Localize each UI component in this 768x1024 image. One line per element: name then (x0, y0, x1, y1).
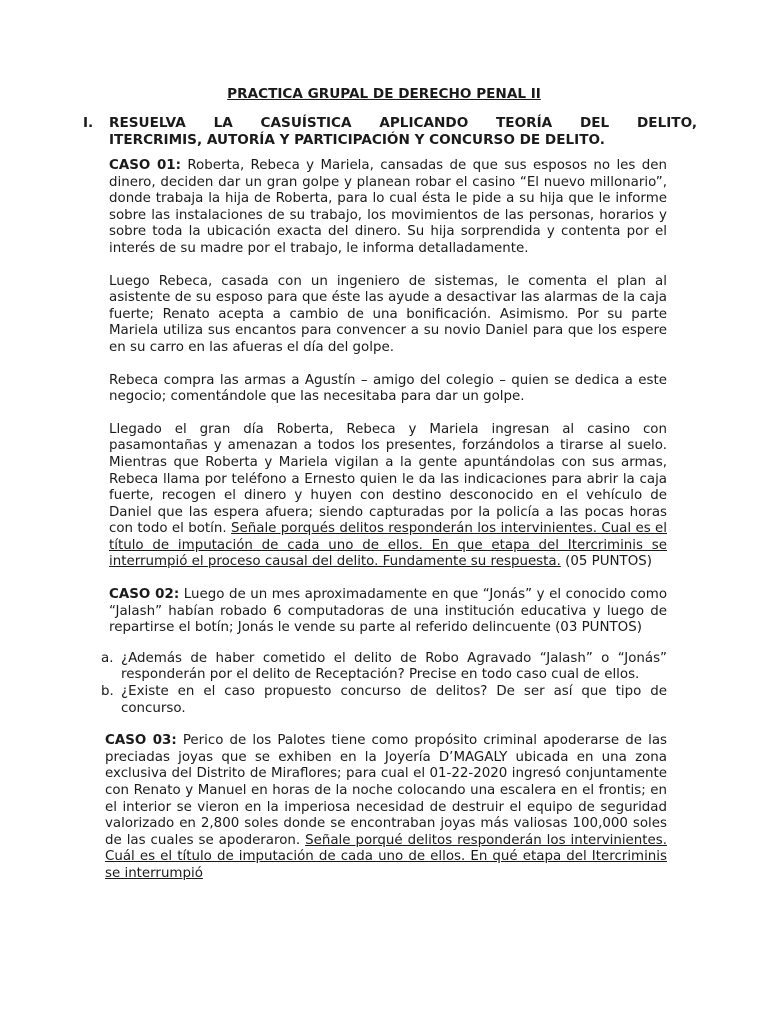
caso1-paragraph-4 (109, 422, 667, 571)
list-item (101, 684, 667, 717)
caso2-text-1: Luego de un mes aproximadamente en que “Jonás” y el conocido como “Jalash” habían robado 6 computadoras de una institución educativa y luego de repartirse el botín; Jonás le vende su parte al referido delincuente (03 PUNTOS) (109, 587, 668, 636)
caso1-text-1: Roberta, Rebeca y Mariela, cansadas de que sus esposos no les den dinero, deciden dar un gran golpe y planean robar el casino “El nuevo millonario”, donde trabaja la hija de Roberta, para lo cual ésta le pide a su hija que le informe sobre las instalaciones de su trabajo, los movimientos de las personas, horarios y sobre toda la ubicación exacta del dinero. Su hija sorprendida y contenta por el interés de su madre por el trabajo, le informa detalladamente. (109, 158, 667, 256)
caso1-paragraph-2: Luego Rebeca, casada con un ingeniero de sistemas, le comenta el plan al asistente de su esposo para que éste las ayude a desactivar las alarmas de la caja fuerte; Renato acepta a cambio de una bonificación. Asimismo. Por su parte Mariela utiliza sus encantos para convencer a su novio Daniel para que los espere en su carro en las afueras el día del golpe. (109, 273, 667, 355)
caso1-question: Señale porqués delitos responderán los intervinientes. Cual es el título de imputación de cada uno de ellos. En que etapa del Itercriminis se interrumpió el proceso causal del delito. Fundamente su respuesta. (109, 521, 667, 570)
caso3-label: CASO 03: (105, 733, 177, 749)
list-item-text: ¿Existe en el caso propuesto concurso de delitos? De ser así que tipo de concurso. (121, 684, 667, 716)
document-body (101, 158, 668, 899)
section-heading (83, 115, 697, 149)
caso2-paragraph-1 (109, 587, 667, 637)
caso1-text-4: Llegado el gran día Roberta, Rebeca y Mariela ingresan al casino con pasamontañas y amenazan a todos los presentes, forzándolos a tirarse al suelo. Mientras que Roberta y Mariela vigilan a la gente apuntándolas con sus armas, Rebeca llama por teléfono a Ernesto quien le da las indicaciones para abrir la caja fuerte, recogen el dinero y huyen con destino desconocido en el vehículo de Daniel que las espera afuera; siendo capturadas por la policía a las pocas horas con todo el botín. (109, 421, 667, 537)
caso1-points: (05 PUNTOS) (560, 554, 652, 570)
section-heading-line2: ITERCRIMIS, AUTORÍA Y PARTICIPACIÓN Y CONCURSO DE DELITO. (109, 132, 605, 148)
section-number: I. (83, 115, 94, 131)
caso1-paragraph-1 (109, 158, 667, 258)
caso1-label: CASO 01: (109, 158, 181, 173)
caso2-question-list (101, 650, 667, 717)
caso1-paragraph-3: Rebeca compra las armas a Agustín – amigo del colegio – quien se dedica a este negocio; comentándole que las necesitaba para dar un golpe. (109, 372, 667, 405)
list-marker: b. (101, 684, 114, 700)
document-title: PRACTICA GRUPAL DE DERECHO PENAL II (227, 86, 541, 102)
list-item (101, 651, 667, 684)
caso2-label: CASO 02: (109, 587, 180, 603)
caso3-question: Señale porqué delitos responderán los intervinientes. Cuál es el título de imputación de cada uno de ellos. En qué etapa del Itercriminis se interrumpió (105, 832, 668, 881)
caso3-paragraph-1 (105, 733, 667, 882)
list-item-text: ¿Además de haber cometido el delito de Robo Agravado “Jalash” o “Jonás” responderán por el delito de Receptación? Precise en todo caso cual de ellos. (121, 650, 667, 683)
section-heading-line1: RESUELVA LA CASUÍSTICA APLICANDO TEORÍA DEL DELITO, (109, 115, 697, 131)
caso3-text-1: Perico de los Palotes tiene como propósito criminal apoderarse de las preciadas joyas que se exhiben en la Joyería D’MAGALY ubicada en una zona exclusiva del Distrito de Miraflores; para cual el 01-22-2020 ingresó conjuntamente con Renato y Manuel en horas de la noche colocando una escalera en el frontis; en el interior se vieron en la imperiosa necesidad de destruir el equipo de seguridad valorizado en 2,800 soles donde se encontraban joyas más valiosas 100,000 soles de las cuales se apoderaron. (105, 733, 668, 848)
list-marker: a. (101, 650, 114, 666)
